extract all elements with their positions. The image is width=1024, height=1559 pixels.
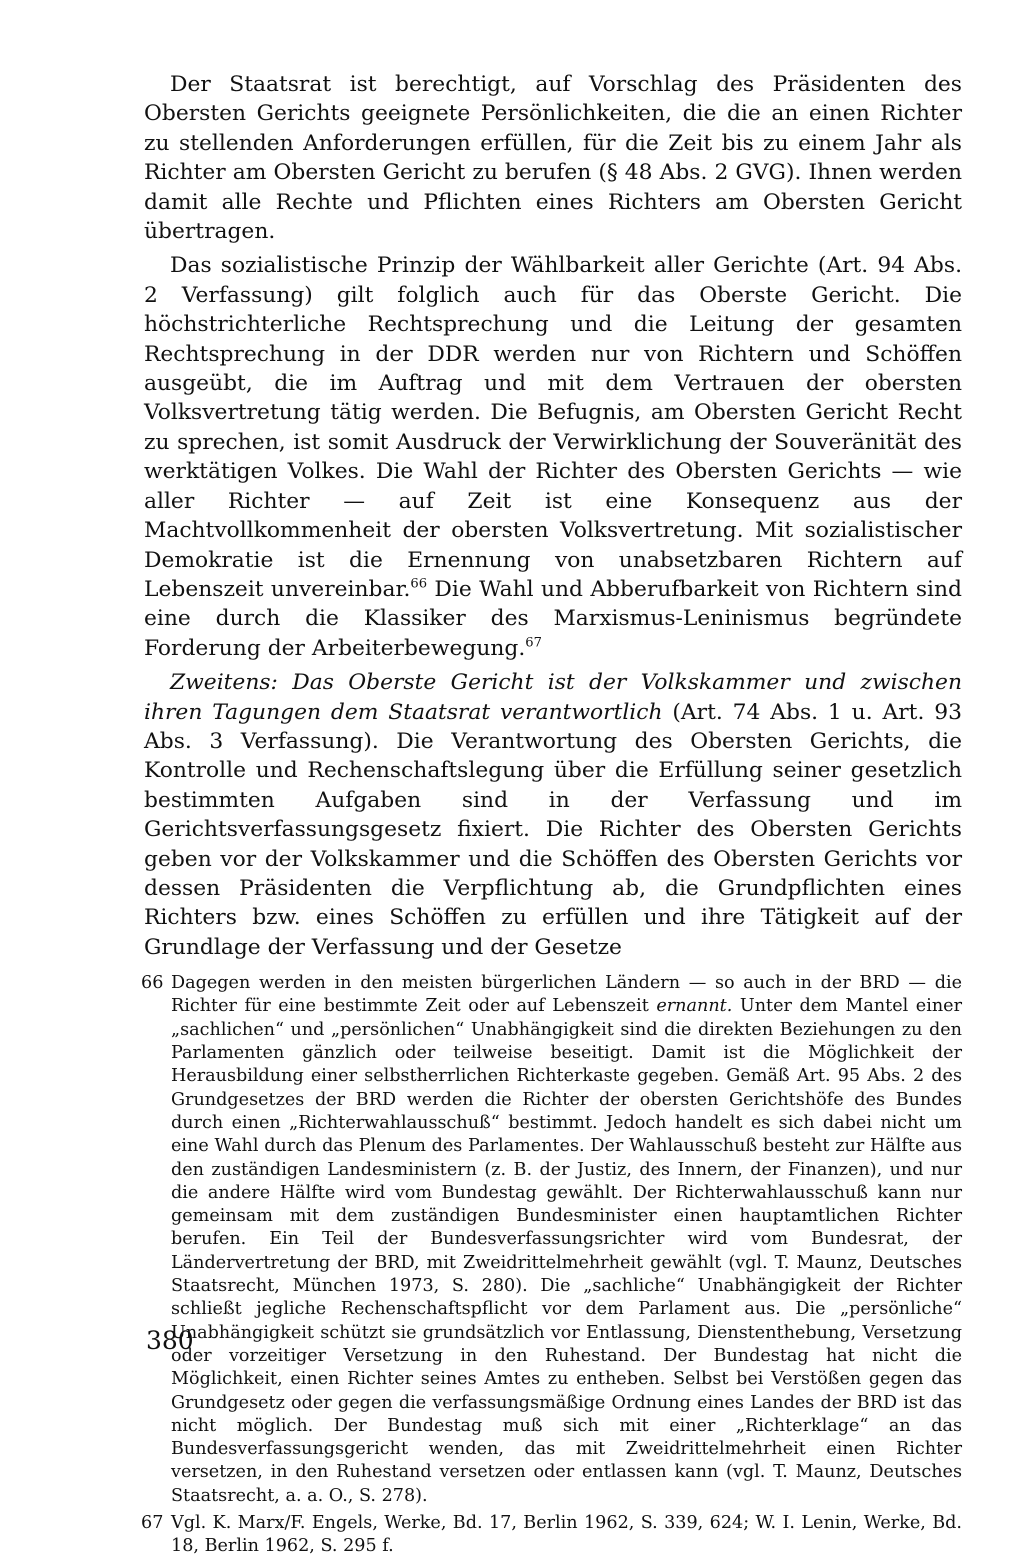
page-number: 380 [146, 1326, 194, 1355]
footnote-reference: 66 [410, 576, 428, 592]
footnote [142, 1512, 962, 1559]
footnotes [141, 972, 963, 1558]
footnote-reference: 67 [525, 635, 542, 651]
paragraph: Das sozialistische Prinzip der Wählbarkeit aller Gerichte (Art. 94 Abs. 2 Verfassung) gilt folglich auch für das Oberste Gericht. Die höchstrichterliche Rechtsprechung und die Leitung der gesamten Rechtsprechung in der DDR werden nur von Richtern und Schöffen ausgeübt, die im Auftrag und mit dem Vertrauen der obersten Volksvertretung tätig werden. Die Befugnis, am Obersten Gericht Recht zu sprechen, ist somit Ausdruck der Verwirklichung der Souveränität des werktätigen Volkes. Die Wahl der Richter des Obersten Gerichts — wie aller Richter — auf Zeit ist eine Konsequenz aus der Machtvollkommenheit der obersten Volksvertretung. Mit sozialistischer Demokratie ist die Ernennung von unabsetzbaren Richtern auf Lebenszeit unvereinbar.$^{66}$ Die Wahl und Abberufbarkeit von Richtern sind eine durch die Klassiker des Marxismus-Leninismus begründete Forderung der Arbeiterbewegung.$^{67}$ [144, 253, 962, 661]
footnote-number: 67 [141, 1513, 164, 1534]
footnote-text: Vgl. K. Marx/F. Engels, Werke, Bd. 17, Berlin 1962, S. 339, 624; W. I. Lenin, Werke, Bd. 18, Berlin 1962, S. 295 f. [171, 1513, 962, 1557]
emphasis: ernannt. [656, 996, 733, 1017]
footnote-number: 66 [141, 973, 164, 994]
paragraph: Der Staatsrat ist berechtigt, auf Vorschlag des Präsidenten des Obersten Gerichts geeignete Persönlichkeiten, die die an einen Richter zu stellenden Anforderungen erfüllen, für die Zeit bis zu einem Jahr als Richter am Obersten Gericht zu berufen (§ 48 Abs. 2 GVG). Ihnen werden damit alle Rechte und Pflichten eines Richters am Obersten Gericht übertragen. [144, 72, 962, 245]
body-text [144, 70, 962, 962]
footnote [142, 972, 962, 1508]
emphasis: Zweitens: Das Oberste Gericht ist der Volkskammer und zwischen ihren Tagungen dem Staatsrat verantwortlich [144, 670, 962, 725]
footnote-text: Dagegen werden in den meisten bürgerlichen Ländern — so auch in der BRD — die Richter für eine bestimmte Zeit oder auf Lebenszeit ernannt. Unter dem Mantel einer „sachlichen“ und „persönlichen“ Unabhängigkeit sind die direkten Beziehungen zu den Parlamenten gänzlich oder teilweise beseitigt. Damit ist die Möglichkeit der Herausbildung einer selbstherrlichen Richterkaste gegeben. Gemäß Art. 95 Abs. 2 des Grundgesetzes der BRD werden die Richter der obersten Gerichtshöfe des Bundes durch einen „Richterwahlausschuß“ bestimmt. Jedoch handelt es sich dabei nicht um eine Wahl durch das Plenum des Parlamentes. Der Wahlausschuß besteht zur Hälfte aus den zuständigen Landesministern (z. B. der Justiz, des Innern, der Finanzen), und nur die andere Hälfte wird vom Bundestag gewählt. Der Richterwahlausschuß kann nur gemeinsam mit dem zuständigen Bundesminister einen hauptamtlichen Richter berufen. Ein Teil der Bundesverfassungsrichter wird vom Bundesrat, der Ländervertretung der BRD, mit Zweidrittelmehrheit gewählt (vgl. T. Maunz, Deutsches Staatsrecht, München 1973, S. 280). Die „sachliche“ Unabhängigkeit der Richter schließt jegliche Rechenschaftspflicht vor dem Parlament aus. Die „persönliche“ Unabhängigkeit schützt sie grundsätzlich vor Entlassung, Dienstenthebung, Versetzung oder vorzeitiger Versetzung in den Ruhestand. Der Bundestag hat nicht die Möglichkeit, einen Richter seines Amtes zu entheben. Selbst bei Verstößen gegen das Grundgesetz oder gegen die verfassungsmäßige Ordnung eines Landes der BRD ist das nicht möglich. Der Bundestag muß sich mit einer „Richterklage“ an das Bundesverfassungsgericht wenden, das mit Zweidrittelmehrheit einen Richter versetzen, in den Ruhestand versetzen oder entlassen kann (vgl. T. Maunz, Deutsches Staatsrecht, a. a. O., S. 278). [171, 973, 963, 1506]
paragraph: Zweitens: Das Oberste Gericht ist der Volkskammer und zwischen ihren Tagungen dem Staatsrat verantwortlich (Art. 74 Abs. 1 u. Art. 93 Abs. 3 Verfassung). Die Verantwortung des Obersten Gerichts, die Kontrolle und Rechenschaftslegung über die Erfüllung seiner gesetzlich bestimmten Aufgaben sind in der Verfassung und im Gerichtsverfassungsgesetz fixiert. Die Richter des Obersten Gerichts geben vor der Volkskammer und die Schöffen des Obersten Gerichts vor dessen Präsidenten die Verpflichtung ab, die Grundpflichten eines Richters bzw. eines Schöffen zu erfüllen und ihre Tätigkeit auf der Grundlage der Verfassung und der Gesetze [144, 670, 962, 960]
